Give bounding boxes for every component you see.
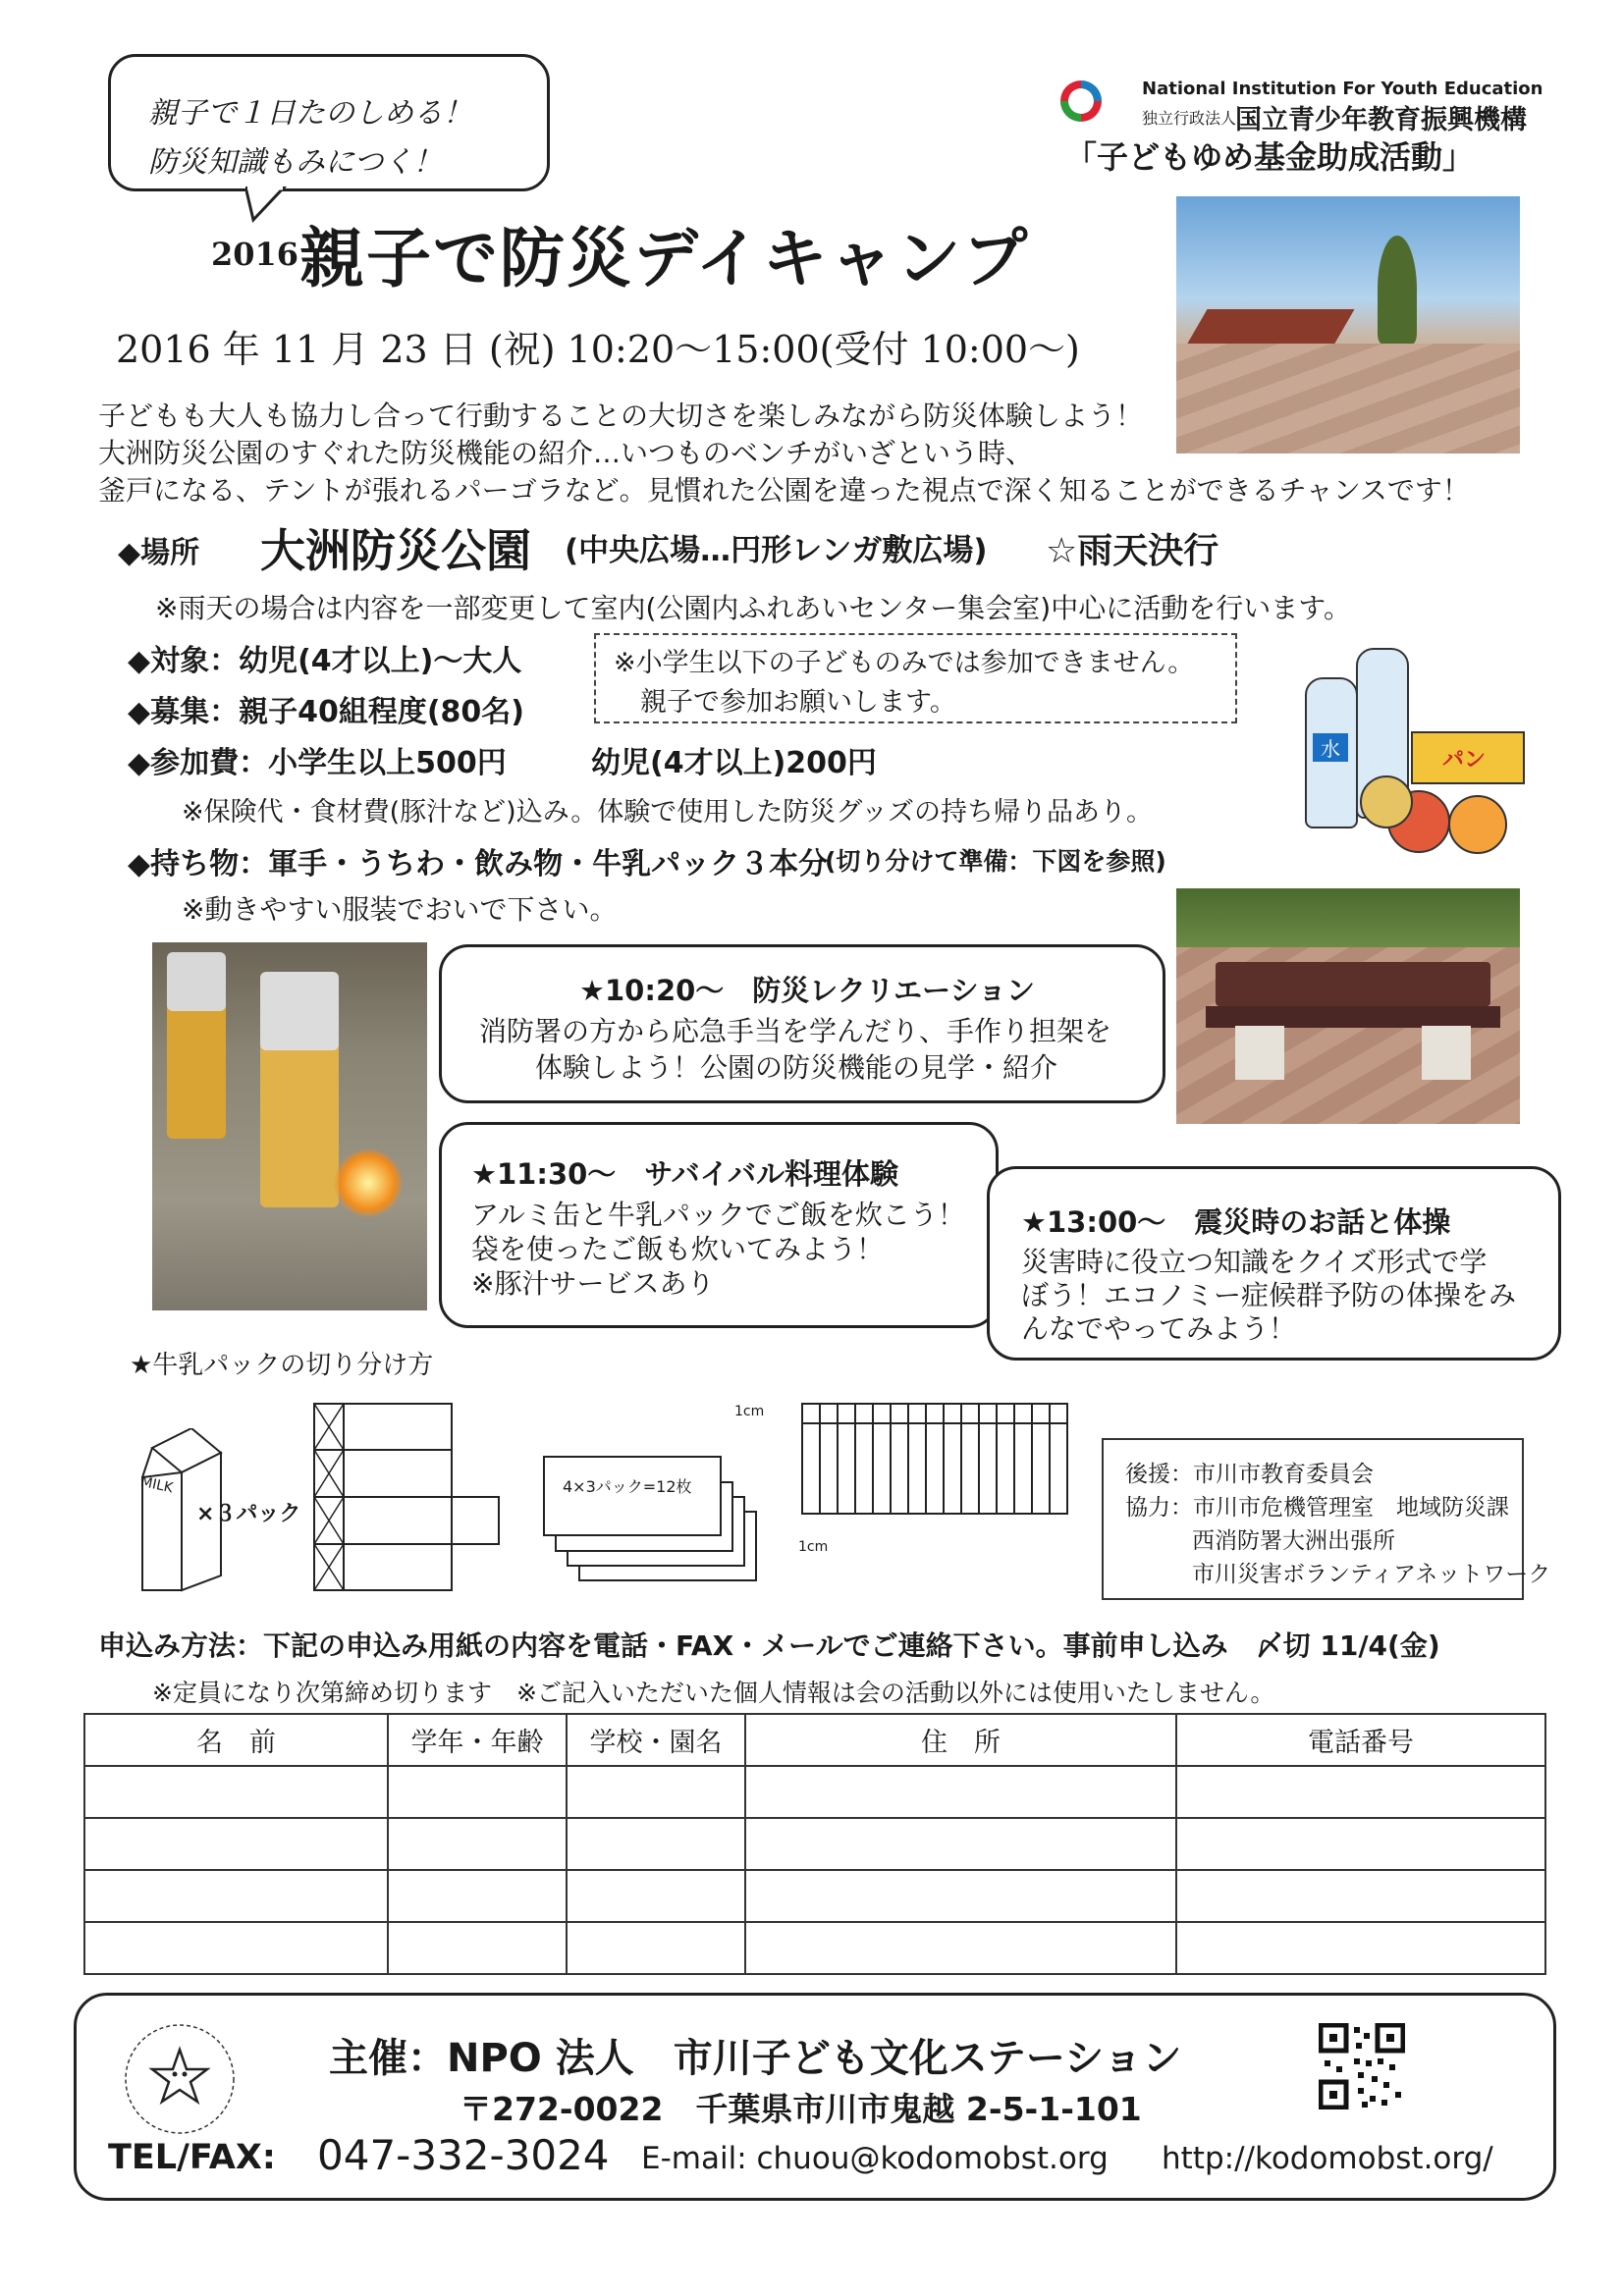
form-cell[interactable]: [567, 1870, 745, 1922]
form-cell[interactable]: [84, 1922, 388, 1974]
water-bottle-icon: [1305, 677, 1358, 828]
fee-note: ※保険代・食材費(豚汁など)込み。体験で使用した防災グッズの持ち帰り品あり。: [182, 797, 1153, 828]
form-header-grade: 学年・年齢: [388, 1714, 567, 1766]
bread-label: パン: [1442, 748, 1487, 773]
footer-address: 〒272-0022 千葉県市川市鬼越 2-5-1-101: [460, 2090, 1142, 2128]
schedule-3-desc-2: ぼう！エコノミー症候群予防の体操をみ: [1021, 1279, 1517, 1311]
event-datetime: 2016 年 11 月 23 日 (祝) 10:20〜15:00(受付 10:00〜): [116, 328, 1080, 371]
support-line-3: 西消防署大洲出張所: [1192, 1528, 1395, 1554]
form-cell[interactable]: [388, 1818, 567, 1870]
form-row[interactable]: [84, 1818, 1545, 1870]
can-icon: [1448, 795, 1507, 854]
milk-diagram-title: ★牛乳パックの切り分け方: [130, 1351, 434, 1380]
notice-box: [594, 633, 1237, 723]
intro-line-1: 子どもも大人も協力し合って行動することの大切さを楽しみながら防災体験しよう！: [98, 400, 1144, 432]
schedule-2-desc-1: アルミ缶と牛乳パックでご飯を炊こう！: [471, 1199, 965, 1231]
form-cell[interactable]: [1176, 1870, 1545, 1922]
fee-child: 幼児(4才以上)200円: [591, 746, 877, 780]
park-photo: [1176, 196, 1520, 454]
form-cell[interactable]: [84, 1818, 388, 1870]
place-rain: ☆雨天決行: [1046, 531, 1219, 571]
bread-pack-icon: [1411, 731, 1525, 784]
bring-main: ◆持ち物：軍手・うちわ・飲み物・牛乳パック３本分: [128, 847, 829, 881]
bring-sub: (切り分けて準備：下図を参照): [825, 847, 1166, 876]
form-cell[interactable]: [745, 1766, 1176, 1818]
schedule-card-1: [439, 944, 1165, 1103]
schedule-card-3: [987, 1166, 1561, 1361]
can-icon: [1360, 775, 1413, 828]
intro-line-3: 釜戸になる、テントが張れるパーゴラなど。見慣れた公園を違った視点で深く知ることができるチャンスです！: [98, 474, 1470, 507]
notice-line-1: ※小学生以下の子どものみでは参加できません。: [614, 648, 1195, 678]
form-row[interactable]: [84, 1870, 1545, 1922]
sponsor-program: 「子どもゆめ基金助成活動」: [1065, 138, 1475, 176]
unfolded-carton-diagram: [312, 1402, 509, 1593]
cm-label-top: 1cm: [734, 1404, 765, 1419]
footer-url[interactable]: http://kodomobst.org/: [1162, 2141, 1493, 2176]
apply-note: ※定員になり次第締め切ります ※ご記入いただいた個人情報は会の活動以外には使用いたしません。: [152, 1679, 1275, 1707]
qr-code-icon: [1319, 2023, 1405, 2109]
support-line-1: 後援：市川市教育委員会: [1125, 1462, 1374, 1487]
form-header-address: 住 所: [745, 1714, 1176, 1766]
target-text: ◆対象：幼児(4才以上)〜大人: [128, 644, 522, 678]
sponsor-org-small: 独立行政法人: [1142, 109, 1237, 128]
intro-line-2: 大洲防災公園のすぐれた防災機能の紹介…いつものベンチがいざという時、: [98, 437, 1034, 469]
place-label: ◆場所: [118, 536, 200, 570]
support-line-2: 協力：市川市危機管理室 地域防災課: [1125, 1495, 1509, 1521]
schedule-3-desc-3: んなでやってみよう！: [1021, 1312, 1297, 1345]
form-cell[interactable]: [1176, 1818, 1545, 1870]
footer-tel-label: TEL/FAX:: [108, 2138, 276, 2177]
page-title: 親子で防災デイキャンプ: [299, 220, 1030, 296]
form-cell[interactable]: [567, 1766, 745, 1818]
supplies-illustration: [1301, 648, 1527, 864]
apply-main: 申込み方法：下記の申込み用紙の内容を電話・FAX・メールでご連絡下さい。事前申し込み 〆切 11/4(金): [98, 1629, 1440, 1662]
form-cell[interactable]: [745, 1818, 1176, 1870]
schedule-2-time: ★11:30〜 サバイバル料理体験: [471, 1157, 898, 1191]
form-header-phone: 電話番号: [1176, 1714, 1545, 1766]
footer-tel: 047-332-3024: [317, 2131, 610, 2179]
form-cell[interactable]: [745, 1870, 1176, 1922]
schedule-1-desc-2: 体験しよう！公園の防災機能の見学・紹介: [535, 1051, 1058, 1084]
schedule-1-desc-1: 消防署の方から応急手当を学んだり、手作り担架を: [479, 1015, 1112, 1047]
place-name: 大洲防災公園: [260, 524, 531, 577]
rain-note: ※雨天の場合は内容を一部変更して室内(公園内ふれあいセンター集会室)中心に活動を行います。: [155, 592, 1351, 624]
form-header-school: 学校・園名: [567, 1714, 745, 1766]
form-cell[interactable]: [388, 1922, 567, 1974]
schedule-3-desc-1: 災害時に役立つ知識をクイズ形式で学: [1021, 1246, 1488, 1278]
stacked-sheets-diagram: [540, 1453, 766, 1590]
form-row[interactable]: [84, 1766, 1545, 1818]
strips-diagram: [800, 1402, 1075, 1520]
bring-note: ※動きやすい服装でおいで下さい。: [182, 893, 618, 926]
form-row[interactable]: [84, 1922, 1545, 1974]
bench-photo: [1176, 888, 1520, 1124]
footer-box: [74, 1993, 1556, 2201]
form-cell[interactable]: [1176, 1766, 1545, 1818]
milk-x3-label: ×３パック: [196, 1502, 301, 1526]
cm-label-bottom: 1cm: [798, 1539, 829, 1555]
callout-line-1: 親子で１日たのしめる！: [148, 96, 472, 131]
form-cell[interactable]: [567, 1922, 745, 1974]
title-year: 2016: [211, 236, 299, 273]
support-box: [1102, 1438, 1551, 1600]
sponsor-org-name: 国立青少年教育振興機構: [1235, 105, 1527, 135]
form-header-name: 名 前: [84, 1714, 388, 1766]
form-cell[interactable]: [388, 1870, 567, 1922]
footer-organizer: 主催：NPO 法人 市川子ども文化ステーション: [329, 2036, 1182, 2081]
schedule-2-desc-3: ※豚汁サービスあり: [471, 1267, 715, 1300]
schedule-1-time: ★10:20〜 防災レクリエーション: [579, 974, 1035, 1007]
schedule-card-2: [439, 1122, 999, 1328]
footer-email[interactable]: E-mail: chuou@kodomobst.org: [641, 2141, 1109, 2176]
stack-label: 4×3パック=12枚: [563, 1477, 692, 1496]
form-header-row: [84, 1714, 1545, 1766]
form-cell[interactable]: [84, 1766, 388, 1818]
registration-form: [83, 1713, 1546, 1975]
form-cell[interactable]: [567, 1818, 745, 1870]
form-cell[interactable]: [84, 1870, 388, 1922]
sponsor-name-en: National Institution For Youth Education: [1142, 79, 1543, 99]
schedule-2-desc-2: 袋を使ったご飯も炊いてみよう！: [471, 1233, 885, 1265]
schedule-3-time: ★13:00〜 震災時のお話と体操: [1021, 1205, 1451, 1239]
milk-carton-text: MILK: [138, 1473, 175, 1497]
form-cell[interactable]: [388, 1766, 567, 1818]
support-line-4: 市川災害ボランティアネットワーク: [1192, 1562, 1551, 1587]
callout-bubble: [108, 54, 550, 191]
recruit-text: ◆募集：親子40組程度(80名): [128, 695, 524, 729]
water-label: 水: [1313, 733, 1348, 762]
form-cell[interactable]: [745, 1922, 1176, 1974]
nive-logo-icon: [1058, 79, 1104, 124]
notice-line-2: 親子で参加お願いします。: [640, 687, 956, 718]
fee-main: ◆参加費：小学生以上500円: [128, 746, 507, 780]
place-detail: (中央広場…円形レンガ敷広場): [565, 533, 988, 568]
form-cell[interactable]: [1176, 1922, 1545, 1974]
can-cooking-photo: [152, 942, 427, 1310]
callout-tail: [245, 187, 295, 226]
callout-line-2: 防災知識もみにつく！: [148, 145, 443, 180]
organization-logo-icon: [116, 2015, 244, 2143]
